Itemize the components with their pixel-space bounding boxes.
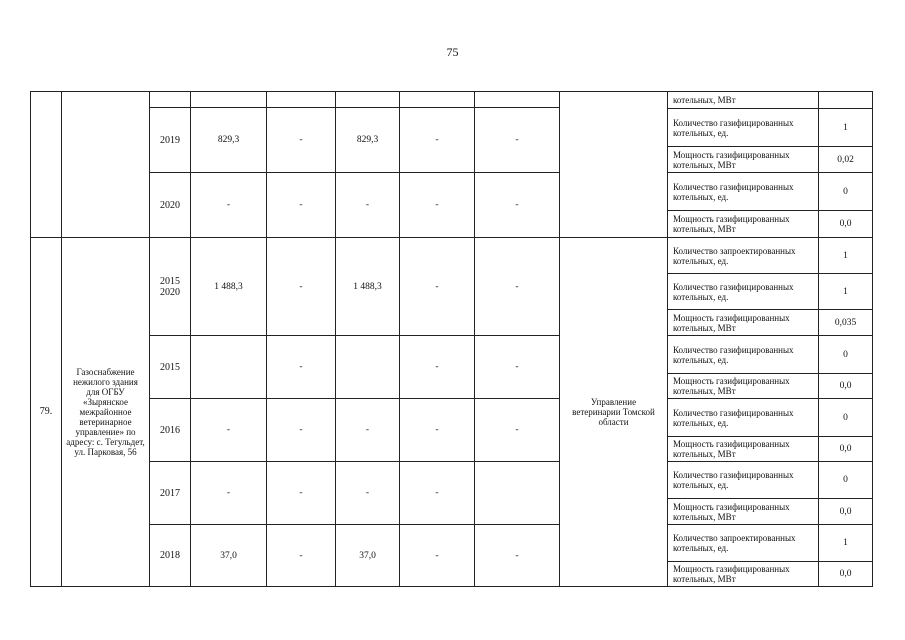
indicator-value: 0,0 bbox=[818, 498, 873, 525]
value-cell-empty bbox=[266, 91, 336, 108]
item-name: Газоснабжение нежилого здания для ОГБУ «Зырянское межрайонное ветеринарное управление» по адресу: с. Тегульдет, ул. Парковая, 56 bbox=[61, 237, 150, 587]
page-number: 75 bbox=[446, 45, 459, 59]
value-cell: 829,3 bbox=[190, 107, 267, 173]
indicator-value: 0,035 bbox=[818, 309, 873, 336]
value-cell: - bbox=[474, 237, 560, 336]
indicator-value: 1 bbox=[818, 273, 873, 310]
indicator-value: 0,0 bbox=[818, 373, 873, 399]
value-cell-empty bbox=[474, 91, 560, 108]
executor-cell: Управление ветеринарии Томской области bbox=[559, 237, 668, 587]
value-cell: - bbox=[474, 398, 560, 462]
indicator-value: 0 bbox=[818, 398, 873, 437]
indicator-label: Мощность газифицированных котельных, МВт bbox=[667, 309, 819, 336]
year-cell: 2017 bbox=[149, 461, 191, 525]
indicator-value: 1 bbox=[818, 237, 873, 274]
indicator-label: Мощность газифицированных котельных, МВт bbox=[667, 561, 819, 587]
value-cell: - bbox=[190, 172, 267, 238]
value-cell: - bbox=[399, 461, 475, 525]
name-cell-empty bbox=[61, 91, 150, 238]
value-cell: - bbox=[266, 172, 336, 238]
value-cell: - bbox=[399, 237, 475, 336]
indicator-label: котельных, МВт bbox=[667, 91, 819, 109]
number-cell-empty bbox=[30, 91, 62, 238]
indicator-value: 0 bbox=[818, 335, 873, 374]
indicator-label: Мощность газифицированных котельных, МВт bbox=[667, 373, 819, 399]
value-cell: - bbox=[474, 524, 560, 587]
value-cell: 37,0 bbox=[335, 524, 400, 587]
indicator-label: Количество газифицированных котельных, ед. bbox=[667, 335, 819, 374]
year-cell: 2015 bbox=[149, 335, 191, 399]
value-cell: - bbox=[266, 237, 336, 336]
value-cell: - bbox=[266, 335, 336, 399]
value-cell-empty bbox=[190, 91, 267, 108]
value-cell: 1 488,3 bbox=[190, 237, 267, 336]
value-cell: - bbox=[266, 107, 336, 173]
value-cell: 1 488,3 bbox=[335, 237, 400, 336]
value-cell: - bbox=[474, 335, 560, 399]
value-cell: - bbox=[399, 524, 475, 587]
indicator-label: Количество запроектированных котельных, ед. bbox=[667, 237, 819, 274]
indicator-label: Количество газифицированных котельных, ед. bbox=[667, 273, 819, 310]
value-cell: 37,0 bbox=[190, 524, 267, 587]
indicator-value: 0,0 bbox=[818, 210, 873, 238]
executor-cell-empty bbox=[559, 91, 668, 238]
value-cell-empty bbox=[335, 91, 400, 108]
indicator-label: Количество газифицированных котельных, ед. bbox=[667, 461, 819, 499]
indicator-value: 0,0 bbox=[818, 561, 873, 587]
indicator-value-empty bbox=[818, 91, 873, 109]
year-cell: 2019 bbox=[149, 107, 191, 173]
year-cell: 2015 2020 bbox=[149, 237, 191, 336]
indicator-value: 0 bbox=[818, 172, 873, 211]
value-cell: - bbox=[399, 335, 475, 399]
value-cell: - bbox=[335, 461, 400, 525]
year-cell: 2016 bbox=[149, 398, 191, 462]
item-number: 79. bbox=[30, 237, 62, 587]
value-cell: - bbox=[474, 172, 560, 238]
value-cell: 829,3 bbox=[335, 107, 400, 173]
indicator-label: Количество газифицированных котельных, ед. bbox=[667, 172, 819, 211]
indicator-value: 1 bbox=[818, 108, 873, 147]
year-cell: 2018 bbox=[149, 524, 191, 587]
value-cell bbox=[474, 461, 560, 525]
indicator-value: 0,0 bbox=[818, 436, 873, 462]
indicator-value: 0 bbox=[818, 461, 873, 499]
year-cell: 2020 bbox=[149, 172, 191, 238]
indicator-label: Мощность газифицированных котельных, МВт bbox=[667, 146, 819, 173]
value-cell: - bbox=[266, 398, 336, 462]
value-cell: - bbox=[266, 524, 336, 587]
indicator-value: 1 bbox=[818, 524, 873, 562]
indicator-label: Мощность газифицированных котельных, МВт bbox=[667, 498, 819, 525]
indicator-label: Мощность газифицированных котельных, МВт bbox=[667, 436, 819, 462]
value-cell: - bbox=[335, 398, 400, 462]
indicator-value: 0,02 bbox=[818, 146, 873, 173]
value-cell: - bbox=[190, 398, 267, 462]
value-cell: - bbox=[474, 107, 560, 173]
indicator-label: Мощность газифицированных котельных, МВт bbox=[667, 210, 819, 238]
value-cell: - bbox=[266, 461, 336, 525]
indicator-label: Количество газифицированных котельных, ед. bbox=[667, 108, 819, 147]
value-cell: - bbox=[335, 172, 400, 238]
value-cell bbox=[335, 335, 400, 399]
value-cell bbox=[190, 335, 267, 399]
value-cell: - bbox=[399, 107, 475, 173]
indicator-label: Количество газифицированных котельных, ед. bbox=[667, 398, 819, 437]
value-cell: - bbox=[190, 461, 267, 525]
value-cell: - bbox=[399, 398, 475, 462]
value-cell-empty bbox=[399, 91, 475, 108]
value-cell: - bbox=[399, 172, 475, 238]
year-cell-empty bbox=[149, 91, 191, 108]
indicator-label: Количество запроектированных котельных, ед. bbox=[667, 524, 819, 562]
